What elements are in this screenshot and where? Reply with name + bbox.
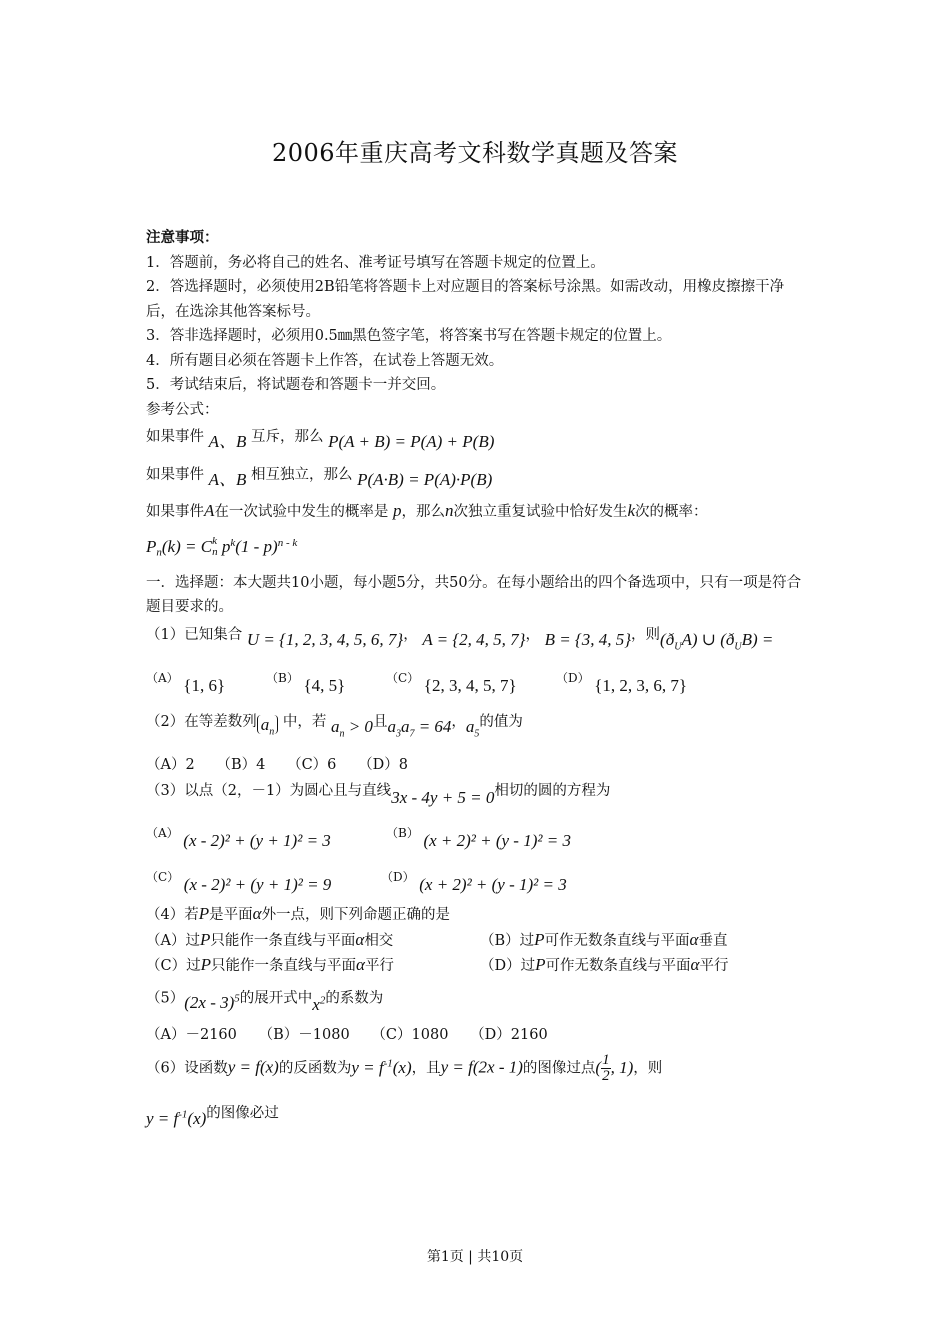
question-text: 是平面	[209, 907, 253, 923]
question-text: （2）在等差数列	[146, 714, 257, 731]
separator: ，	[525, 626, 540, 643]
complement-sub: U	[674, 641, 682, 653]
option-label: （C）	[146, 869, 180, 884]
question-1	[146, 622, 810, 654]
option-text: 可作无数条直线与平面	[545, 958, 691, 974]
a5-var: a	[465, 717, 475, 737]
question-text: 的图像必过	[206, 1106, 279, 1123]
x-var: x	[312, 995, 320, 1015]
note-item: 1．答题前，务必将自己的姓名、准考证号填写在答题卡规定的位置上。	[146, 254, 605, 271]
formula-events: A、B	[208, 432, 247, 451]
complement-expr: A) ∪ (ð	[681, 629, 735, 649]
inverse-expr: y = f	[146, 1109, 179, 1129]
option-value: (x - 2)² + (y + 1)² = 3	[183, 831, 331, 850]
prod-sub: 7	[409, 728, 415, 740]
formula-part: P	[146, 536, 157, 556]
question-4-options-cd	[146, 953, 810, 979]
question-text: 的反函数为	[278, 1060, 352, 1077]
formula-part: (1 - p)	[235, 536, 278, 556]
option-text: 平行	[364, 958, 394, 974]
formula-text: 相互独立，那么	[251, 466, 353, 483]
question-1-options	[146, 666, 810, 695]
formula-text: 如果事件	[146, 466, 204, 483]
binomial-exp: 5	[234, 992, 240, 1005]
option-label: （D）	[556, 670, 590, 685]
plane-var: α	[355, 929, 365, 949]
option-label: （A）	[146, 670, 179, 685]
question-text: （5）	[146, 990, 185, 1007]
note-item: 2．答选择题时，必须使用2B铅笔将答题卡上对应题目的答案标号涂黑。如需改动，用橡皮擦擦干净后，在选涂其他答案标号。	[146, 279, 785, 320]
option-text: 垂直	[698, 932, 728, 949]
question-4-options-ab	[146, 928, 810, 954]
option-label: （A）	[146, 826, 179, 840]
option-text: 只能作一条直线与平面	[210, 932, 356, 949]
document-body	[146, 226, 810, 1127]
fraction-denominator: 2	[602, 1068, 610, 1085]
formula-sup: k	[212, 535, 217, 548]
option-label: （B）	[266, 670, 299, 685]
formula-sup: n - k	[277, 536, 298, 549]
formula-text: 次的概率：	[635, 504, 708, 520]
question-2-options: （A）2 （B）4 （C）6 （D）8	[146, 757, 408, 773]
option-text: （C）过	[146, 958, 201, 974]
complement-sub: U	[734, 641, 742, 653]
prod-var: a	[387, 717, 396, 737]
question-2	[146, 709, 810, 741]
page-footer: 第1页 | 共10页	[426, 1249, 524, 1265]
question-text: 中，若	[282, 714, 327, 731]
formula-sub: n	[212, 546, 218, 559]
note-item: 5．考试结束后，将试题卷和答题卡一并交回。	[146, 377, 446, 393]
question-text: 的系数为	[325, 990, 384, 1007]
cond-var: a	[330, 717, 340, 737]
question-3-options-ab	[146, 821, 810, 850]
question-text: （4）若	[146, 907, 199, 923]
option-text: 平行	[699, 958, 729, 974]
page-title: 2006年重庆高考文科数学真题及答案	[271, 139, 679, 167]
formula-independent	[146, 462, 810, 488]
question-5	[146, 981, 810, 1015]
point-var: P	[535, 955, 546, 974]
option-label: （B）	[386, 826, 419, 840]
formula-var: n	[445, 501, 454, 520]
seq-var: a	[260, 715, 270, 735]
question-text: ，则	[633, 1060, 663, 1077]
question-text: 则	[645, 626, 661, 643]
question-text: 的展开式中	[239, 990, 313, 1007]
formula-var: p	[393, 501, 402, 520]
plane-var: α	[689, 929, 699, 949]
seq-sub: n	[269, 726, 275, 738]
question-text: 相切的圆的方程为	[494, 782, 611, 799]
option-text: （D）过	[480, 958, 536, 974]
cond-sub: n	[339, 728, 345, 740]
point-var: P	[534, 929, 545, 949]
option-value: (x + 2)² + (y - 1)² = 3	[423, 831, 571, 850]
question-text: 外一点，则下列命题正确的是	[261, 907, 451, 923]
formula-binomial-intro	[146, 499, 810, 525]
fraction-numerator: 1	[602, 1052, 610, 1069]
option-text: 可作无数条直线与平面	[544, 932, 690, 949]
point-paren: (	[595, 1057, 602, 1077]
note-item: 4．所有题目必须在答题卡上作答，在试卷上答题无效。	[146, 352, 504, 369]
option-text: （A）过	[146, 932, 200, 949]
formula-sub: n	[156, 546, 162, 559]
section-heading: 一．选择题：本大题共10小题，每小题5分，共50分。在每小题给出的四个备选项中，只有一项是符合题目要求的。	[146, 574, 802, 616]
separator: ，	[451, 714, 466, 731]
option-value: {4, 5}	[303, 675, 346, 695]
formula-var: k	[627, 501, 636, 520]
inverse-sup: -1	[383, 1057, 393, 1070]
plane-var: α	[252, 904, 262, 923]
set-b: B = {3, 4, 5}	[544, 629, 632, 649]
plane-var: α	[690, 955, 700, 974]
prod-rest: = 64	[414, 717, 452, 737]
point-var: P	[199, 929, 211, 949]
option-text: 相交	[364, 932, 394, 949]
question-text: 的图像过点	[522, 1060, 596, 1077]
question-text: （3）以点（2，－1）为圆心且与直线	[146, 782, 392, 799]
point-var: P	[198, 904, 210, 923]
function-expr: y = f(2x - 1)	[440, 1057, 523, 1077]
formula-text: 互斥，那么	[251, 429, 324, 445]
formula-text: 在一次试验中发生的概率是	[214, 504, 389, 520]
inverse-expr: (x)	[187, 1109, 207, 1129]
inverse-expr: y = f	[351, 1057, 384, 1077]
point-var: P	[200, 955, 211, 974]
question-6	[146, 1051, 810, 1084]
formula-sup: k	[230, 536, 236, 549]
question-text: （1）已知集合	[146, 626, 243, 643]
separator: ，	[403, 626, 418, 643]
complement-expr: (ð	[660, 629, 675, 649]
option-value: (x + 2)² + (y - 1)² = 3	[419, 874, 567, 894]
question-text: 的值为	[479, 714, 523, 731]
inverse-expr: (x)	[392, 1057, 412, 1077]
question-4	[146, 902, 810, 928]
binomial-expr: (2x - 3)	[184, 993, 235, 1013]
question-text: ，且	[411, 1060, 441, 1077]
question-3-options-cd	[146, 865, 810, 894]
option-value: {1, 2, 3, 6, 7}	[594, 675, 688, 695]
x-exp: 2	[319, 994, 326, 1007]
formula-text: 如果事件	[146, 429, 204, 445]
separator: ，	[631, 626, 646, 643]
formula-text: 如果事件	[146, 504, 204, 520]
question-text: （6）设函数	[146, 1060, 228, 1077]
option-label: （C）	[386, 670, 420, 685]
inverse-sup: -1	[178, 1108, 188, 1121]
formula-text: ，那么	[401, 504, 445, 520]
formula-text: 次独立重复试验中恰好发生	[453, 504, 628, 520]
point-rest: , 1)	[610, 1057, 634, 1077]
complement-expr: B) =	[741, 629, 774, 649]
line-equation: 3x - 4y + 5 = 0	[391, 787, 495, 807]
a5-sub: 5	[474, 728, 480, 740]
prod-var: a	[400, 717, 410, 737]
formula-exclusive	[146, 424, 810, 450]
question-text: 且	[372, 714, 388, 731]
formula-binomial	[146, 531, 810, 565]
set-a: A = {2, 4, 5, 7}	[422, 629, 526, 649]
option-text: （B）过	[480, 932, 535, 949]
formula-expression: P(A + B) = P(A) + P(B)	[328, 432, 495, 451]
option-value: (x - 2)² + (y + 1)² = 9	[183, 874, 332, 894]
formula-expression: P(A·B) = P(A)·P(B)	[357, 469, 493, 489]
question-6-line2	[146, 1096, 810, 1129]
option-value: {2, 3, 4, 5, 7}	[423, 675, 517, 695]
formula-part: p	[217, 536, 231, 556]
cond-rest: > 0	[344, 717, 373, 737]
notes-heading: 注意事项：	[146, 229, 219, 246]
note-item: 3．答非选择题时，必须用0.5㎜黑色签字笔，将答案书写在答题卡规定的位置上。	[146, 328, 672, 344]
formula-heading: 参考公式：	[146, 401, 219, 418]
formula-part: (k) = C	[161, 536, 213, 556]
option-value: {1, 6}	[183, 675, 226, 695]
question-5-options: （A）－2160 （B）－1080 （C）1080 （D）2160	[146, 1026, 548, 1043]
formula-var: A	[204, 501, 215, 520]
option-label: （D）	[381, 869, 415, 884]
formula-events: A、B	[208, 469, 247, 489]
function-expr: y = f(x)	[227, 1057, 279, 1077]
prod-sub: 3	[395, 728, 401, 740]
plane-var: α	[356, 955, 365, 974]
set-u: U = {1, 2, 3, 4, 5, 6, 7}	[246, 629, 404, 649]
option-text: 只能作一条直线与平面	[211, 958, 356, 974]
question-3	[146, 778, 810, 807]
